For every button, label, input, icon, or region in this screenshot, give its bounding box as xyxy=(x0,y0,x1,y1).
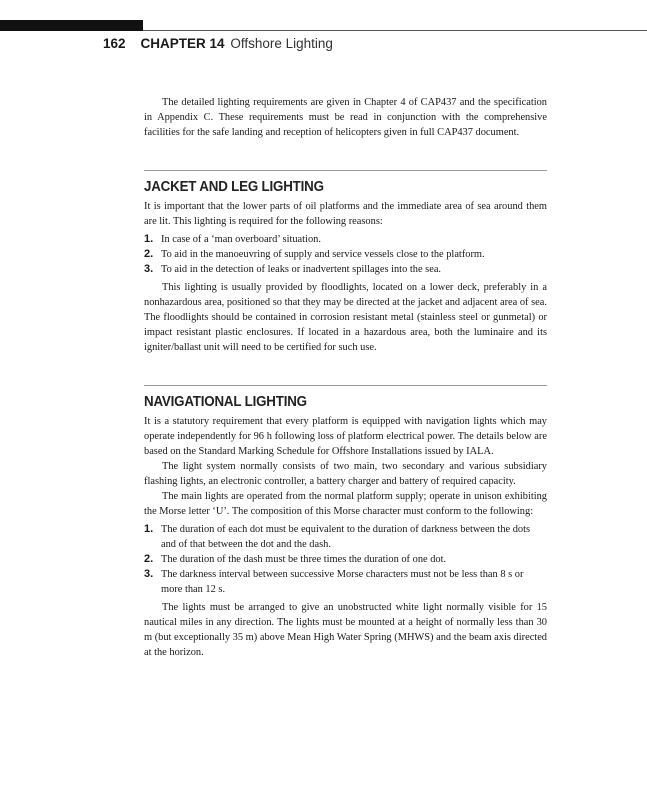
nav-paragraph: It is a statutory requirement that every platform is equipped with navigation lights which may operate independently for 96 h following loss of platform electrical power. The details below are based on the Standard Marking Schedule for Offshore Installations issued by IALA. xyxy=(144,416,547,457)
morse-rules-list xyxy=(144,522,547,597)
jacket-heading: JACKET AND LEG LIGHTING xyxy=(144,179,324,195)
list-item xyxy=(144,247,547,262)
section-divider xyxy=(144,170,547,171)
nav-paragraph: The light system normally consists of two main, two secondary and various subsidiary flashing lights, an electronic controller, a battery charger and battery of required capacity. xyxy=(144,461,547,487)
list-text: To aid in the detection of leaks or inadvertent spillages into the sea. xyxy=(161,264,442,275)
nav-paragraph: The main lights are operated from the normal platform supply; operate in unison exhibiting the Morse letter ‘U’. The composition of this Morse character must conform to the following: xyxy=(144,491,547,517)
header-bar xyxy=(0,20,143,31)
list-text: The darkness interval between successive Morse characters must not be less than 8 s or more than 12 s. xyxy=(161,569,524,595)
list-item xyxy=(144,552,547,567)
running-head xyxy=(103,36,333,51)
list-item xyxy=(144,567,547,597)
list-text: In case of a ‘man overboard’ situation. xyxy=(161,234,321,245)
jacket-paragraph: This lighting is usually provided by floodlights, located on a lower deck, preferably in a nonhazardous area, positioned so that they may be directed at the jacket and adjacent area of sea. The floodlights should be contained in corrosion resistant metal (stainless steel or gunmetal) or impact resistant plastic enclosures. If located in a hazardous area, both the luminaire and its igniter/ballast unit will need to be certified for such use. xyxy=(144,282,547,353)
nav-heading: NAVIGATIONAL LIGHTING xyxy=(144,394,307,410)
chapter-title: Offshore Lighting xyxy=(230,36,333,51)
list-item xyxy=(144,522,547,552)
page-number: 162 xyxy=(103,36,126,51)
list-number: 2. xyxy=(144,553,154,565)
jacket-reasons-list xyxy=(144,232,547,277)
list-number: 1. xyxy=(144,233,154,245)
jacket-intro: It is important that the lower parts of oil platforms and the immediate area of sea around them are lit. This lighting is required for the following reasons: xyxy=(144,201,547,227)
list-number: 3. xyxy=(144,568,154,580)
header-rule xyxy=(143,30,647,31)
nav-closing-paragraph: The lights must be arranged to give an unobstructed white light normally visible for 15 nautical miles in any direction. The lights must be mounted at a height of normally less than 30 m (but exceptionally 35 m) above Mean High Water Spring (MHWS) and the beam axis directed at the horizon. xyxy=(144,602,547,658)
list-number: 3. xyxy=(144,263,154,275)
page-body xyxy=(144,95,547,660)
list-text: The duration of the dash must be three times the duration of one dot. xyxy=(161,554,447,565)
list-number: 2. xyxy=(144,248,154,260)
intro-paragraph: The detailed lighting requirements are given in Chapter 4 of CAP437 and the specification in Appendix C. These requirements must be read in conjunction with the comprehensive facilities for the safe landing and reception of helicopters given in full CAP437 document. xyxy=(144,97,547,138)
list-item xyxy=(144,232,547,247)
list-number: 1. xyxy=(144,523,154,535)
chapter-label: CHAPTER 14 xyxy=(140,36,225,51)
list-item xyxy=(144,262,547,277)
list-text: The duration of each dot must be equivalent to the duration of darkness between the dots and of that between the dot and the dash. xyxy=(161,524,531,550)
section-divider xyxy=(144,385,547,386)
list-text: To aid in the manoeuvring of supply and service vessels close to the platform. xyxy=(161,249,485,260)
